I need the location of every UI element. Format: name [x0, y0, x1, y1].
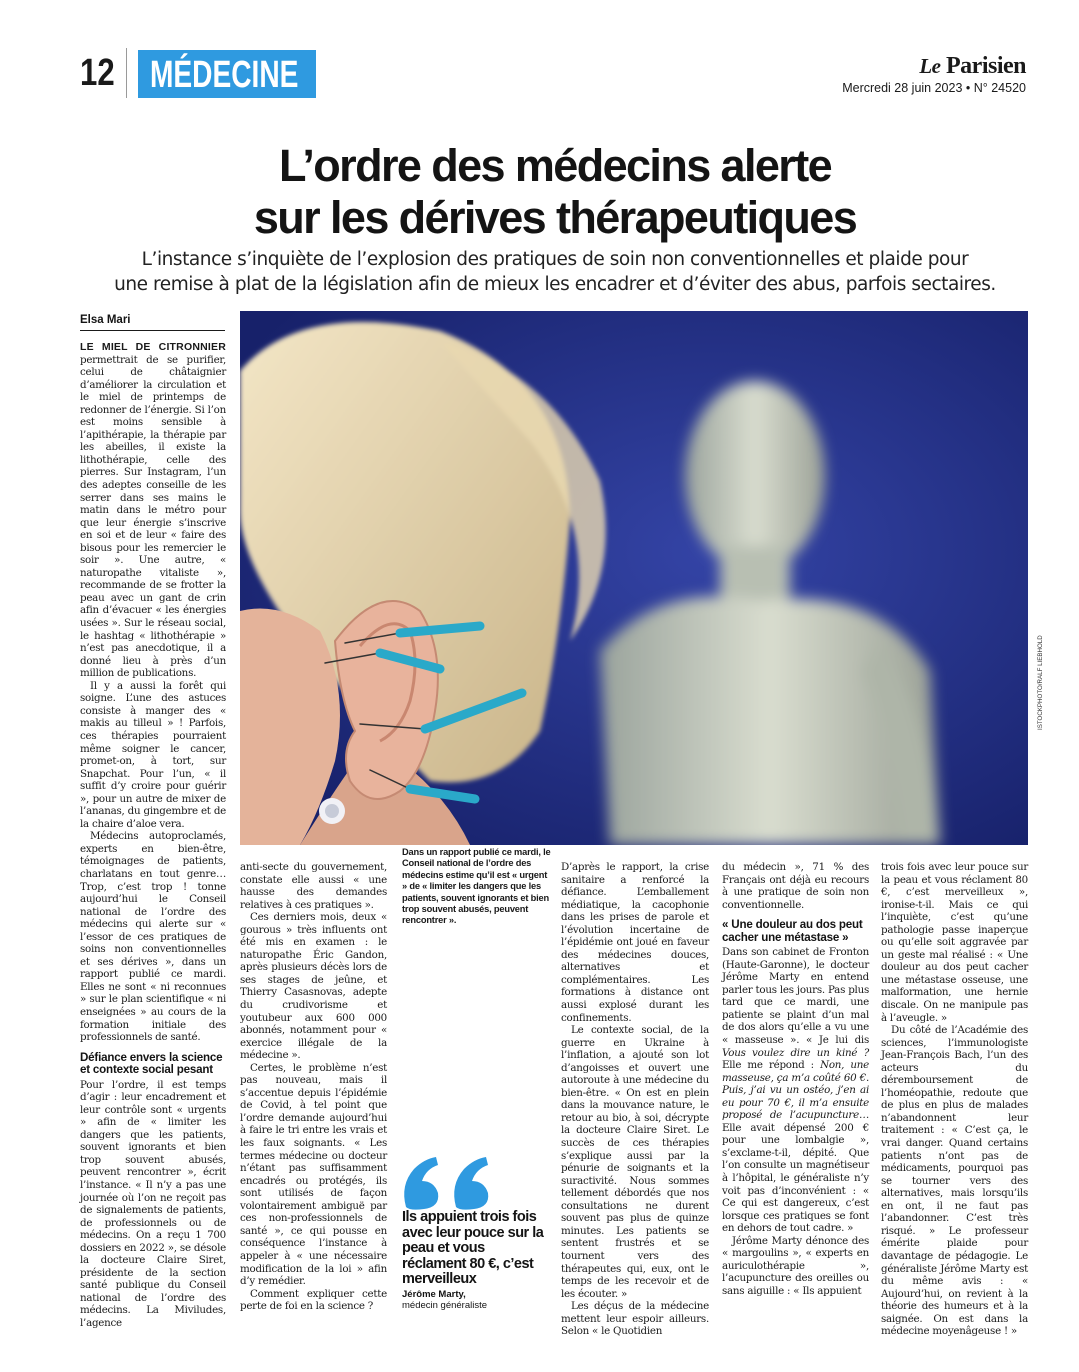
paragraph: Jérôme Marty dénonce des « margoulins », « experts en auriculothérapie », l’acupuncture des oreilles ou sans aiguille : « Ils appuient: [722, 1234, 869, 1297]
photo-credit: ISTOCKPHOTO/RALF LIEBHOLD: [1037, 635, 1044, 730]
quoted-speech: Vous voulez dire un kiné ?: [722, 1046, 869, 1059]
paragraph-text: permettrait de se purifier, celui de châtaignier d’améliorer la circulation et le miel de printemps de redonner de l’énergie. Si l’on est moins sensible à l’apithérapie, la thérapie par les abeilles, il existe la lithothérapie, celle des pierres. Sur Instagram, l’un des adeptes conseille de les serrer dans ses mains le matin dans le métro pour que leur énergie s’inscrive en soi et de leur « faire des bisous pour les remercier le soir ». Une autre, « naturopathe vitaliste », recommande de se frotter la peau avec un gant de crin afin d’évacuer « les énergies usées ». Sur le réseau social, le hashtag « lithothérapie » n’est pas anecdotique, il a donné lieu à près d’un million de publications.: [80, 353, 226, 680]
standfirst-line-1: L’instance s’inquiète de l’explosion des pratiques de soin non conventionnelles et plaide pour: [141, 249, 969, 270]
paragraph-text: Elle me répond :: [722, 1059, 821, 1072]
lead-in: LE MIEL DE CITRONNIER: [80, 341, 226, 353]
subheading: Défiance envers la science et contexte social pesant: [80, 1050, 223, 1077]
newspaper-logo: [919, 52, 1026, 80]
paragraph-text: Dans son cabinet de Fronton (Haute-Garonne), le docteur Jérôme Marty en entend parler tous les jours. Pas plus tard que ce mardi, une patiente se plaint d’un mal de dos alors qu’elle a vu une « masseuse ». « Je lui dis: [722, 946, 869, 1047]
quote-author: Jérôme Marty,: [402, 1289, 466, 1300]
article-column-4: [722, 861, 869, 1298]
page-number: 12: [80, 52, 115, 94]
paragraph: Il y a aussi la forêt qui soigne. L’une des astuces consiste à manger des « makis au tilleul » ! Parfois, ces thérapies pourraient même soigner le cancer, promet-on, à tort, sur Snapchat. Pour l’un, « il suffit d’y croire pour guérir », pour un autre de mixer de l’ananas, du gingembre et de la chaire d’aloe vera.: [80, 679, 226, 830]
paragraph: Certes, le problème n’est pas nouveau, mais il s’accentue depuis l’épidémie de Covid, à tel point que l’ordre demande aujourd’hui à faire le tri entre les vrais et les faux soignants. « Les termes médecine ou docteur n’étant pas suffisamment encadrés ou protégés, ils sont utilisés de façon volontairement ambiguë par ces non-professionnels de santé », ce qui pousse en conséquence l’instance à appeler à « une nécessaire modification de la loi » afin d’y remédier.: [240, 1061, 387, 1288]
paragraph-text: Elle avait dépensé 200 € pour une lombalgie », s’exclame-t-il, dépité. Que l’on consulte un magnétiseur à l’hôpital, le généraliste n’y voit pas d’inconvénient : « Ce qui est dangereux, c’est lorsque ces pratiques se font en dehors de tout cadre. »: [722, 1121, 869, 1235]
photo-caption: Dans un rapport publié ce mardi, le Conseil national de l’ordre des médecins estime qu’il est « urgent » de « limiter les dangers que les patients, souvent ignorants et bien trop souvent abusés, peuvent rencontrer ».: [402, 847, 551, 926]
article-column-1: [80, 341, 226, 1330]
byline-rule: [80, 330, 225, 331]
paragraph: Ces derniers mois, deux « gourous » très influents ont été mis en examen : le naturopathe Éric Gandon, après plusieurs décès lors de ses stages de jeûne, et Thierry Casasnovas, adepte du crudivorisme et youtubeur aux 600 000 abonnés, notamment pour « exercice illégale de la médecine ».: [240, 911, 387, 1062]
section-label: MÉDECINE: [150, 54, 299, 96]
article-column-3: [561, 861, 709, 1338]
pull-quote: Ils appuient trois fois avec leur pouce sur la peau et vous réclament 80 €, c’est merveilleux: [402, 1209, 544, 1287]
paragraph: Le contexte social, de la guerre en Ukraine à l’inflation, a ajouté son lot d’angoisses et ouvert une autoroute à une médecine du bien-être. « On est en plein dans la mouvance nature, le retour au bio, à soi, décrypte la docteure Claire Siret. Le succès de ces thérapies s’explique aussi par la pénurie de soignants et la suractivité. Nous sommes tellement débordés que nos consultations ne durent souvent pas plus de quinze minutes. Les patients se sentent frustrés et se tournent vers des thérapeutes qui, eux, ont le temps de les recevoir et de les écouter. »: [561, 1024, 709, 1300]
header-divider: [126, 48, 127, 98]
article-photo: [240, 311, 1028, 845]
standfirst: [90, 247, 1020, 297]
headline-line-2: sur les dérives thérapeutiques: [253, 192, 857, 243]
paragraph: [722, 946, 869, 1235]
paragraph: Du côté de l’Académie des sciences, l’immunologiste Jean-François Bach, l’un des acteurs du déremboursement de l’homéopathie, redoute que de plus en plus de malades n’abandonnent leur traitement : « C’est ça, le vrai danger. Quand certains patients n’ont pas de médicaments, pourquoi pas se tourner vers des alternatives, mais lorsqu’ils en ont, il ne faut pas l’abandonner. C’est très risqué. » Le professeur émérite plaide pour davantage de pédagogie. Le généraliste Jérôme Marty est du même avis : « Aujourd’hui, on revient à la théorie des humeurs et à la saignée. On est dans la médecine moyenâgeuse ! »: [881, 1024, 1028, 1338]
paragraph: trois fois avec leur pouce sur la peau et vous réclament 80 €, c’est merveilleux », ironise-t-il. Mais ce qui l’inquiète, c’est qu’une pathologie passe inaperçue ou qu’elle soit aggravée par un geste mal réalisé : « Une douleur au dos peut cacher une métastase osseuse, une malformation, une hernie discale. On ne manipule pas à l’aveugle. »: [881, 861, 1028, 1024]
paragraph: Les déçus de la médecine mettent leur espoir ailleurs. Selon « le Quotidien: [561, 1300, 709, 1338]
article-column-2: [240, 861, 387, 1313]
brand-prefix: Le: [919, 54, 941, 78]
acupuncture-illustration: [240, 311, 1028, 845]
headline: [60, 140, 1050, 244]
standfirst-line-2: une remise à plat de la législation afin de mieux les encadrer et d’éviter des abus, parfois sectaires.: [114, 274, 996, 295]
quote-mark-icon: [400, 1155, 500, 1215]
paragraph: Comment expliquer cette perte de foi en la science ?: [240, 1287, 387, 1313]
article-column-5: [881, 861, 1028, 1338]
issue-date: Mercredi 28 juin 2023 • N° 24520: [842, 81, 1026, 95]
paragraph: Médecins autoproclamés, experts en bien-être, témoignages de patients, charlatans en tout genre… Trop, c’est trop ! tonne aujourd’hui le Conseil national de l’ordre des médecins qui alerte sur « l’essor de ces pratiques de soins non conventionnelles et ses dérives », dans un rapport publié ce mardi. Elles ne sont « ni reconnues » sur le plan scientifique « ni enseignées » au cours de la formation initiale des professionnels de santé.: [80, 830, 226, 1044]
headline-line-1: L’ordre des médecins alerte: [278, 140, 832, 191]
paragraph: anti-secte du gouvernement, constate elle aussi « une hausse des demandes relatives à ces pratiques ».: [240, 861, 387, 911]
paragraph: du médecin », 71 % des Français ont déjà eu recours à une pratique de soin non conventionnelle.: [722, 861, 869, 911]
paragraph: D’après le rapport, la crise sanitaire a renforcé la défiance. L’emballement médiatique, la cacophonie dans les prises de parole et l’évolution incertaine de l’épidémie ont joué en faveur des médecines douces, alternatives et complémentaires. Les formations à distance ont aussi explosé durant les confinements.: [561, 861, 709, 1024]
byline: Elsa Mari: [80, 314, 131, 326]
subheading: « Une douleur au dos peut cacher une métastase »: [722, 918, 863, 944]
quoted-speech: Non, une masseuse, ça m’a coûté 60 €. Puis, j’ai vu un ostéo, j’en ai eu pour 70 €, il m’a ensuite proposé de l’acupuncture…: [722, 1059, 869, 1122]
quote-author-role: médecin généraliste: [402, 1300, 488, 1311]
paragraph: [80, 341, 226, 680]
brand-name: Parisien: [946, 53, 1026, 79]
paragraph: Pour l’ordre, il est temps d’agir : leur encadrement et leur contrôle sont « urgents » afin de « limiter les dangers que les patients, souvent ignorants et bien trop souvent abusés, peuvent rencontrer », écrit l’instance. « Il n’y a pas une journée où l’on ne reçoit pas de signalements de patients, de professionnels ou de médecins. On a reçu 1 700 dossiers en 2022 », se désole la docteure Claire Siret, présidente de la section santé publique du Conseil national de l’ordre des médecins. La Miviludes, l’agence: [80, 1078, 226, 1330]
